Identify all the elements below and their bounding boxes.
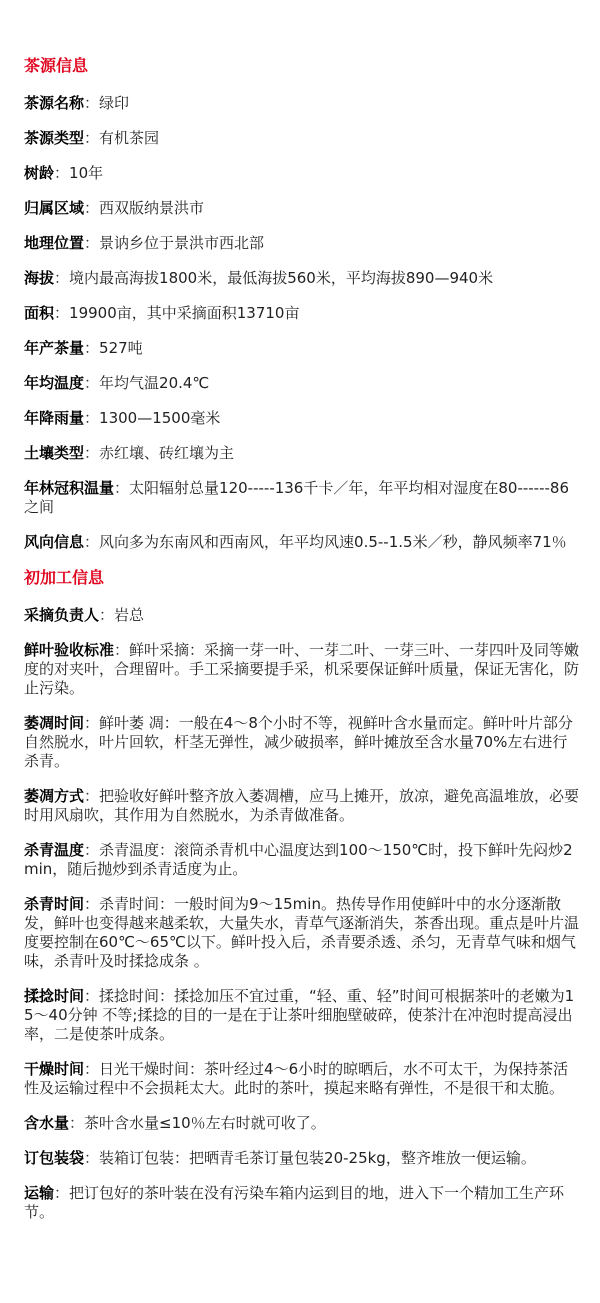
section-title-source: 茶源信息 [24, 56, 89, 75]
row-label: 风向信息 [24, 533, 85, 551]
info-row-fixing-time [24, 895, 580, 971]
row-label: 揉捻时间 [24, 987, 85, 1005]
row-separator: ： [54, 164, 70, 182]
row-separator: ： [54, 1184, 70, 1202]
info-row-moisture [24, 1114, 580, 1133]
section-title-processing: 初加工信息 [24, 568, 105, 587]
row-separator: ： [99, 606, 115, 624]
row-separator: ： [84, 533, 100, 551]
row-separator: ： [84, 787, 100, 805]
info-row-picker [24, 606, 580, 625]
info-row-wind [24, 533, 580, 552]
row-value: 揉捻时间：揉捻加压不宜过重，“轻、重、轻”时间可根据茶叶的老嫩为15～40分钟 不等;揉捻的目的一是在于让茶叶细胞壁破碎，使茶汁在冲泡时提高浸出率，二是使茶叶成条。 [24, 987, 575, 1043]
row-label: 海拔 [24, 269, 55, 287]
row-value: 527吨 [99, 339, 143, 357]
row-value: 19900亩，其中采摘面积13710亩 [69, 304, 300, 322]
row-label: 年均温度 [24, 374, 85, 392]
row-value: 赤红壤、砖红壤为主 [99, 444, 235, 462]
row-value: 鲜叶采摘：采摘一芽一叶、一芽二叶、一芽三叶、一芽四叶及同等嫩度的对夹叶，合理留叶。手工采摘要提手采，机采要保证鲜叶质量，保证无害化，防止污染。 [24, 641, 580, 697]
info-row-acceptance-standard [24, 641, 580, 698]
row-label: 鲜叶验收标准 [24, 641, 115, 659]
row-value: 太阳辐射总量120-----136千卡／年，年平均相对湿度在80------86之间 [24, 479, 570, 516]
row-value: 1300—1500毫米 [99, 409, 221, 427]
row-value: 杀青时间：一般时间为9～15min。热传导作用使鲜叶中的水分逐渐散发，鲜叶也变得越来越柔软，大量失水，青草气逐渐消失，茶香出现。重点是叶片温度要控制在60℃～65℃以下。鲜叶投入后，杀青要杀透、杀匀，无青草气味和烟气味，杀青叶及时揉捻成条 。 [24, 895, 580, 970]
row-separator: ： [84, 374, 100, 392]
info-row-packaging [24, 1149, 580, 1168]
info-row-withering-method [24, 787, 580, 825]
info-row-altitude [24, 269, 580, 288]
info-row-rolling-time [24, 987, 580, 1044]
info-row-area [24, 304, 580, 323]
info-row-annual-output [24, 339, 580, 358]
info-row-source-name [24, 94, 580, 113]
row-separator: ： [84, 841, 100, 859]
row-value: 把订包好的茶叶装在没有污染车箱内运到目的地，进入下一个精加工生产环节。 [24, 1184, 565, 1221]
info-row-avg-temperature [24, 374, 580, 393]
row-separator: ： [84, 987, 100, 1005]
info-row-withering-time [24, 714, 580, 771]
row-separator: ： [69, 1114, 85, 1132]
row-separator: ： [84, 199, 100, 217]
row-label: 杀青时间 [24, 895, 85, 913]
info-row-rainfall [24, 409, 580, 428]
info-row-tree-age [24, 164, 580, 183]
row-label: 含水量 [24, 1114, 70, 1132]
row-separator: ： [84, 409, 100, 427]
row-separator: ： [114, 479, 130, 497]
row-label: 萎凋时间 [24, 714, 85, 732]
row-label: 杀青温度 [24, 841, 85, 859]
row-value: 10年 [69, 164, 104, 182]
row-value: 日光干燥时间：茶叶经过4～6小时的晾晒后，水不可太干，为保持茶活性及运输过程中不会损耗太大。此时的茶叶，摸起来略有弹性，不是很干和太脆。 [24, 1060, 569, 1097]
row-value: 杀青温度：滚筒杀青机中心温度达到100～150℃时，投下鲜叶先闷炒2min，随后抛炒到杀青适度为止。 [24, 841, 573, 878]
row-value: 茶叶含水量≤10％左右时就可收了。 [84, 1114, 326, 1132]
row-separator: ： [84, 94, 100, 112]
row-value: 景讷乡位于景洪市西北部 [99, 234, 265, 252]
row-separator: ： [84, 714, 100, 732]
row-value: 有机茶园 [99, 129, 160, 147]
row-label: 树龄 [24, 164, 55, 182]
row-separator: ： [84, 339, 100, 357]
row-value: 境内最高海拔1800米，最低海拔560米，平均海拔890—940米 [69, 269, 494, 287]
row-separator: ： [84, 234, 100, 252]
row-separator: ： [84, 1060, 100, 1078]
info-row-soil-type [24, 444, 580, 463]
row-value: 鲜叶萎 凋：一般在4～8个小时不等，视鲜叶含水量而定。鲜叶叶片部分自然脱水，叶片回软，杆茎无弹性，减少破损率，鲜叶摊放至含水量70%左右进行杀青。 [24, 714, 573, 770]
info-row-region [24, 199, 580, 218]
row-separator: ： [84, 444, 100, 462]
row-value: 把验收好鲜叶整齐放入萎凋槽，应马上摊开，放凉，避免高温堆放，必要时用风扇吹，其作用为自然脱水，为杀青做准备。 [24, 787, 580, 824]
row-label: 运输 [24, 1184, 55, 1202]
row-separator: ： [84, 1149, 100, 1167]
row-value: 年均气温20.4℃ [99, 374, 210, 392]
row-label: 地理位置 [24, 234, 85, 252]
row-separator: ： [84, 129, 100, 147]
row-value: 风向多为东南风和西南风，年平均风速0.5--1.5米／秒，静风频率71％ [99, 533, 567, 551]
row-label: 土壤类型 [24, 444, 85, 462]
row-label: 茶源类型 [24, 129, 85, 147]
row-value: 装箱订包装：把晒青毛茶订量包装20-25kg，整齐堆放一便运输。 [99, 1149, 536, 1167]
row-label: 归属区域 [24, 199, 85, 217]
row-label: 年产茶量 [24, 339, 85, 357]
row-separator: ： [54, 304, 70, 322]
info-row-fixing-temperature [24, 841, 580, 879]
info-row-location [24, 234, 580, 253]
row-value: 岩总 [114, 606, 145, 624]
row-label: 萎凋方式 [24, 787, 85, 805]
row-label: 干燥时间 [24, 1060, 85, 1078]
row-label: 采摘负责人 [24, 606, 100, 624]
row-separator: ： [84, 895, 100, 913]
row-separator: ： [54, 269, 70, 287]
row-label: 订包装袋 [24, 1149, 85, 1167]
row-label: 年降雨量 [24, 409, 85, 427]
row-value: 绿印 [99, 94, 130, 112]
info-row-transport [24, 1184, 580, 1222]
row-label: 年林冠积温量 [24, 479, 115, 497]
info-row-source-type [24, 129, 580, 148]
row-separator: ： [114, 641, 130, 659]
row-label: 面积 [24, 304, 55, 322]
info-row-drying-time [24, 1060, 580, 1098]
row-value: 西双版纳景洪市 [99, 199, 205, 217]
info-row-canopy-heat [24, 479, 580, 517]
row-label: 茶源名称 [24, 94, 85, 112]
